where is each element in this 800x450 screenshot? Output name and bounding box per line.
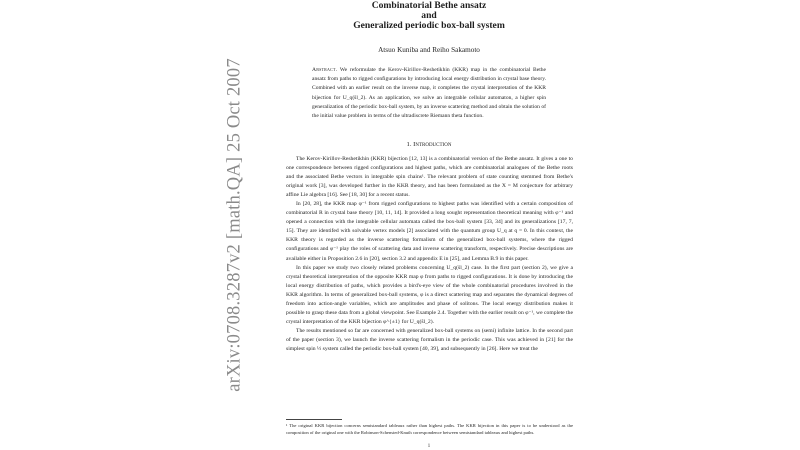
section-heading: 1. Introduction [406,141,452,148]
footnote-rule [286,419,342,420]
paragraph: In [20, 28], the KKR map φ⁻¹ from rigged configurations to highest paths was identified with a certain composition of combinatorial R in crystal base theory [10, 11, 14]. It provided a long sought representation theoretical meaning with φ⁻¹ and opened a connection with the integrable cellular automata called the box-ball system [33, 34] and its generalizations [17, 7, 15]. They are identifed with solvable vertex models [2] associated with the quantum group U_q at q = 0. In this context, the KKR theory is regarded as the inverse scattering formalism of the generalized box-ball systems, where the rigged configurations and φ⁻¹ play the roles of scattering data and inverse scattering transform, respectively. Precise descriptions are available either in Proposition 2.6 in [20], section 3.2 and appendix E in [25], and Lemma B.9 in this paper. [286,201,573,262]
abstract [312,66,546,121]
title-line-2: and [421,10,437,21]
paper-page [282,0,576,450]
arxiv-sidebar [0,0,258,450]
abstract-label: Abstract. [312,67,338,73]
body-text [286,155,573,354]
arxiv-identifier: arXiv:0708.3287v2 [math.QA] 25 Oct 2007 [224,58,245,392]
title-line-1: Combinatorial Bethe ansatz [371,0,487,11]
title-line-3: Generalized periodic box-ball system [353,20,505,31]
footnote: ¹ The original KKR bijection concerns semistandard tableaux rather than highest paths. The KKR bijection in this paper is to be understood as the composition of the original one with the Robinson-Schensted-Knuth correspondence between semistandard tableaux and highest paths. [286,423,573,436]
paragraph: The results mentioned so far are concerned with generalized box-ball systems on (semi) infinite lattice. In the second part of the paper (section 3), we launch the inverse scattering formalism in the periodic case. This was achieved in [21] for the simplest spin ½ system called the periodic box-ball system [40, 39], and subsequently in [26]. Here we treat the [286,327,573,352]
page-number: 1 [427,444,431,449]
paragraph: The Kerov-Kirillov-Reshetikhin (KKR) bijection [12, 13] is a combinatorial version of the Bethe ansatz. It gives a one to one correspondence between rigged configurations and highest paths, which are combinatorial analogues of the Bethe roots and the associated Bethe vectors in integrable spin chains¹. The relevant problem of state counting stemmed from Bethe's original work [3], was developed further in the KKR theory, and has been formulated as the X = M conjecture for arbitrary affine Lie algebra [16]. See [18, 30] for a recent status. [286,156,573,199]
abstract-text: We reformulate the Kerov-Kirillov-Reshetikhin (KKR) map in the combinatorial Bethe ansatz from paths to rigged configurations by introducing local energy distribution in crystal base theory. Combined with an earlier result on the inverse map, it completes the crystal interpretation of the KKR bijection for U_q(ŝl_2). As an application, we solve an integrable cellular automaton, a higher spin generalization of the periodic box-ball system, by an inverse scattering method and obtain the solution of the initial value problem in terms of the ultradiscrete Riemann theta function. [312,67,546,120]
authors: Atsuo Kuniba and Reiho Sakamoto [378,46,480,54]
paragraph: In this paper we study two closely related problems concerning U_q(ŝl_2) case. In the first part (section 2), we give a crystal theoretical interpretation of the opposite KKR map φ from paths to rigged configurations. It is done by introducing the local energy distribution of paths, which provides a bird's-eye view of the whole combinatorial procedures involved in the KKR algorithm. In terms of generalized box-ball systems, φ is a direct scattering map and separates the dynamical degrees of freedom into action-angle variables, which are amplitudes and phase of solitons. The local energy distribution makes it possible to grasp these data from a global viewpoint. See Example 2.4. Together with the earlier result on φ⁻¹, we complete the crystal interpretation of the KKR bijection φ^{±1} for U_q(ŝl_2). [286,264,573,325]
